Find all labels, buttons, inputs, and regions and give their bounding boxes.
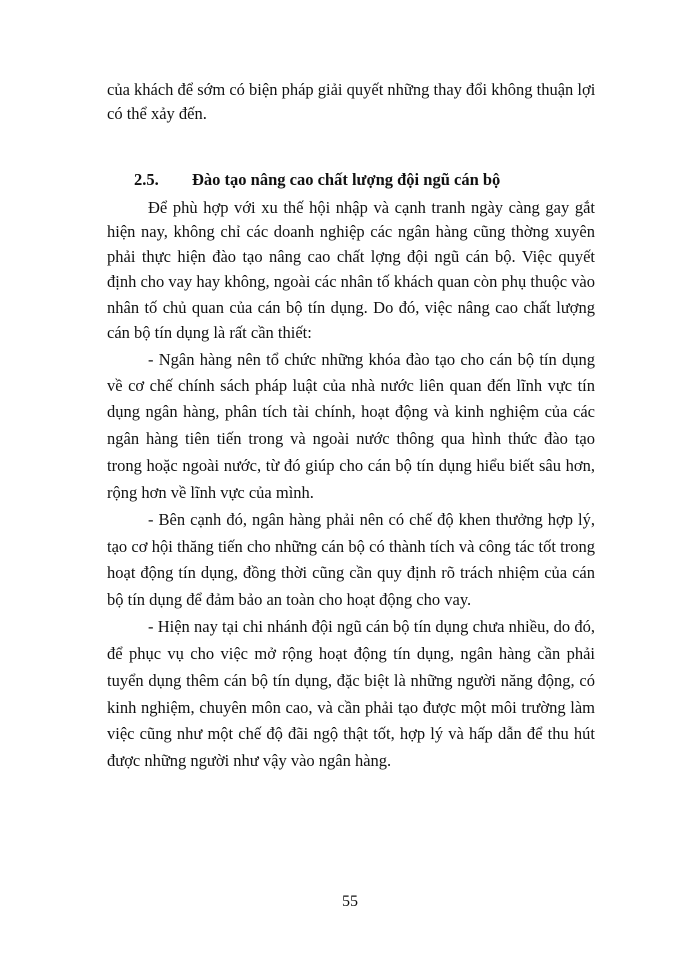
text-line: dụng ngân hàng, phân tích tài chính, hoạt động và kinh nghiệm của các	[107, 402, 595, 421]
section-number: 2.5.	[134, 170, 159, 189]
text-line: được những người như vậy vào ngân hàng.	[107, 751, 392, 770]
text-line: - Bên cạnh đó, ngân hàng phải nên có chế độ khen thưởng hợp lý,	[148, 510, 595, 529]
text-line: cán bộ tín dụng là rất cần thiết:	[107, 323, 312, 342]
text-line: bộ tín dụng để đảm bảo an toàn cho hoạt động cho vay.	[107, 590, 472, 609]
text-line: về cơ chế chính sách pháp luật của nhà nước liên quan đến lĩnh vực tín	[107, 376, 595, 395]
text-line: rộng hơn về lĩnh vực của mình.	[107, 483, 314, 502]
text-line: việc cũng như một chế độ đãi ngộ thật tốt, hợp lý và hấp dẫn để thu hút	[107, 724, 595, 743]
section-heading	[134, 169, 500, 191]
text-line: phải thực hiện đào tạo nâng cao chất lợng đội ngũ cán bộ. Việc quyết	[107, 247, 595, 266]
text-line: - Ngân hàng nên tổ chức những khóa đào tạo cho cán bộ tín dụng	[148, 350, 595, 369]
section-title: Đào tạo nâng cao chất lượng đội ngũ cán bộ	[192, 170, 501, 189]
text-line: - Hiện nay tại chi nhánh đội ngũ cán bộ tín dụng chưa nhiều, do đó,	[148, 617, 595, 636]
text-line: tuyển dụng thêm cán bộ tín dụng, đặc biệt là những người năng động, có	[107, 671, 595, 690]
page-number: 55	[342, 893, 358, 910]
text-line: trong hoặc ngoài nước, từ đó giúp cho cán bộ tín dụng hiểu biết sâu hơn,	[107, 456, 595, 475]
text-line: để phục vụ cho việc mở rộng hoạt động tín dụng, ngân hàng cần phải	[107, 644, 595, 663]
text-line: hoạt động tín dụng, đồng thời cũng cần quy định rõ trách nhiệm của cán	[107, 563, 595, 582]
text-line: Để phù hợp với xu thế hội nhập và cạnh tranh ngày càng gay gắt	[148, 198, 595, 217]
text-line: kinh nghiệm, chuyên môn cao, và cần phải tạo được một môi trường làm	[107, 698, 595, 717]
text-line: ngân hàng tiên tiến trong và ngoài nước thông qua hình thức đào tạo	[107, 429, 595, 448]
text-line: có thể xảy đến.	[107, 104, 207, 123]
text-line: của khách để sớm có biện pháp giải quyết những thay đổi không thuận lợi	[107, 80, 596, 99]
text-line: định cho vay hay không, ngoài các nhân tố khách quan còn phụ thuộc vào	[107, 272, 595, 291]
text-line: nhân tố chủ quan của cán bộ tín dụng. Do đó, việc nâng cao chất lượng	[107, 298, 595, 317]
text-line: tạo cơ hội thăng tiến cho những cán bộ có thành tích và công tác tốt trong	[107, 537, 595, 556]
text-line: hiện nay, không chỉ các doanh nghiệp các ngân hàng cũng thờng xuyên	[107, 222, 595, 241]
